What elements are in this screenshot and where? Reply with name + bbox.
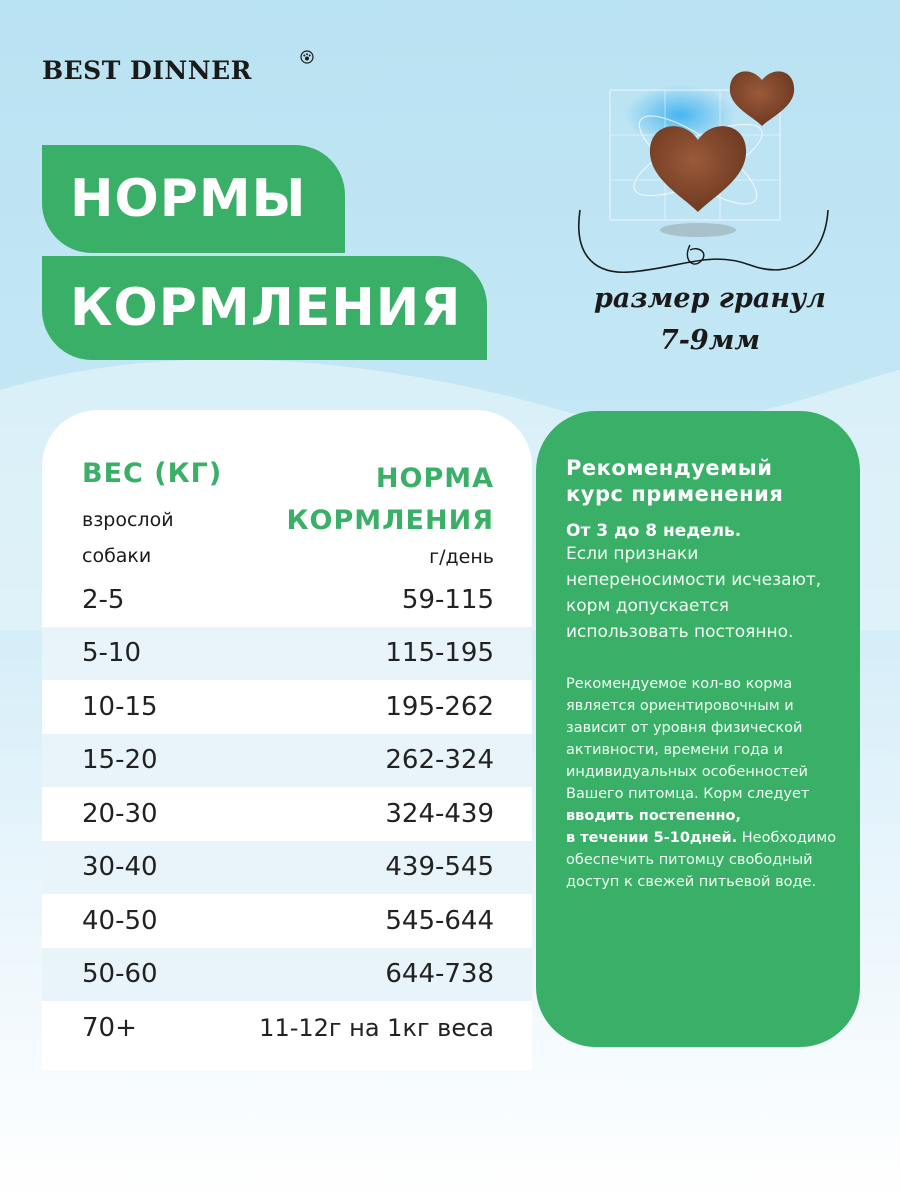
row-weight: 50-60 [82, 959, 158, 990]
row-norm: 644-738 [385, 959, 494, 990]
row-weight: 2-5 [82, 584, 125, 615]
norm-unit: г/день [429, 546, 494, 568]
course-paragraph-2 [566, 673, 840, 893]
row-weight: 20-30 [82, 798, 158, 829]
row-weight: 15-20 [82, 745, 158, 776]
kibble-size-label [560, 278, 860, 362]
course-info-card [536, 411, 860, 1047]
course-duration: От 3 до 8 недель. [566, 521, 742, 541]
norm-header-line1: НОРМА [375, 463, 494, 494]
norm-header [254, 458, 494, 542]
feeding-table [42, 410, 532, 1070]
course-title-line1: Рекомендуемый [566, 456, 773, 480]
weight-header: ВЕС (КГ) [82, 458, 223, 489]
course-paragraph-2-start: Рекомендуемое кол-во корма является ориентировочным и зависит от уровня физической активности, времени года и индивидуальных особенностей Вашего питомца. Корм следует [566, 676, 810, 802]
table-row [42, 787, 532, 841]
table-row [42, 1001, 532, 1055]
table-row [42, 894, 532, 948]
row-norm: 262-324 [385, 745, 494, 776]
table-rows [42, 573, 532, 1055]
kibble-size-text: размер гранул [594, 283, 826, 314]
table-row [42, 948, 532, 1002]
row-norm: 195-262 [385, 691, 494, 722]
course-paragraph-2-end: Необходимо обеспечить питомцу свободный доступ к свежей питьевой воде. [566, 830, 837, 890]
row-norm: 59-115 [401, 584, 494, 615]
row-weight: 10-15 [82, 691, 158, 722]
kibble-illustration [570, 60, 840, 290]
weight-subheader [82, 502, 282, 574]
course-paragraph-1: Если признаки непереносимости исчезают, корм допускается использовать постоянно. [566, 544, 822, 642]
table-row [42, 680, 532, 734]
course-paragraph-2-bold-1: вводить постепенно, [566, 808, 741, 824]
row-norm: 115-195 [385, 638, 494, 669]
title-line-2: КОРМЛЕНИЯ [42, 256, 487, 360]
table-row [42, 627, 532, 681]
row-weight: 40-50 [82, 905, 158, 936]
row-norm: 11-12г на 1кг веса [259, 1013, 494, 1042]
table-row [42, 573, 532, 627]
course-title-line2: курс применения [566, 482, 784, 506]
row-weight: 30-40 [82, 852, 158, 883]
row-norm: 439-545 [385, 852, 494, 883]
title-line-1: НОРМЫ [42, 145, 345, 253]
weight-subheader-line1: взрослой [82, 509, 174, 531]
course-title [566, 455, 840, 507]
row-weight: 5-10 [82, 638, 142, 669]
kibble-size-value: 7-9мм [659, 325, 761, 356]
row-norm: 545-644 [385, 905, 494, 936]
row-weight: 70+ [82, 1012, 137, 1043]
norm-header-line2: КОРМЛЕНИЯ [286, 505, 494, 536]
brand-logo: BEST DINNER [42, 56, 252, 85]
paw-icon [300, 50, 314, 64]
weight-subheader-line2: собаки [82, 545, 152, 567]
table-row [42, 734, 532, 788]
row-norm: 324-439 [385, 798, 494, 829]
table-row [42, 841, 532, 895]
course-paragraph-2-bold-2: в течении 5-10дней. [566, 830, 738, 846]
